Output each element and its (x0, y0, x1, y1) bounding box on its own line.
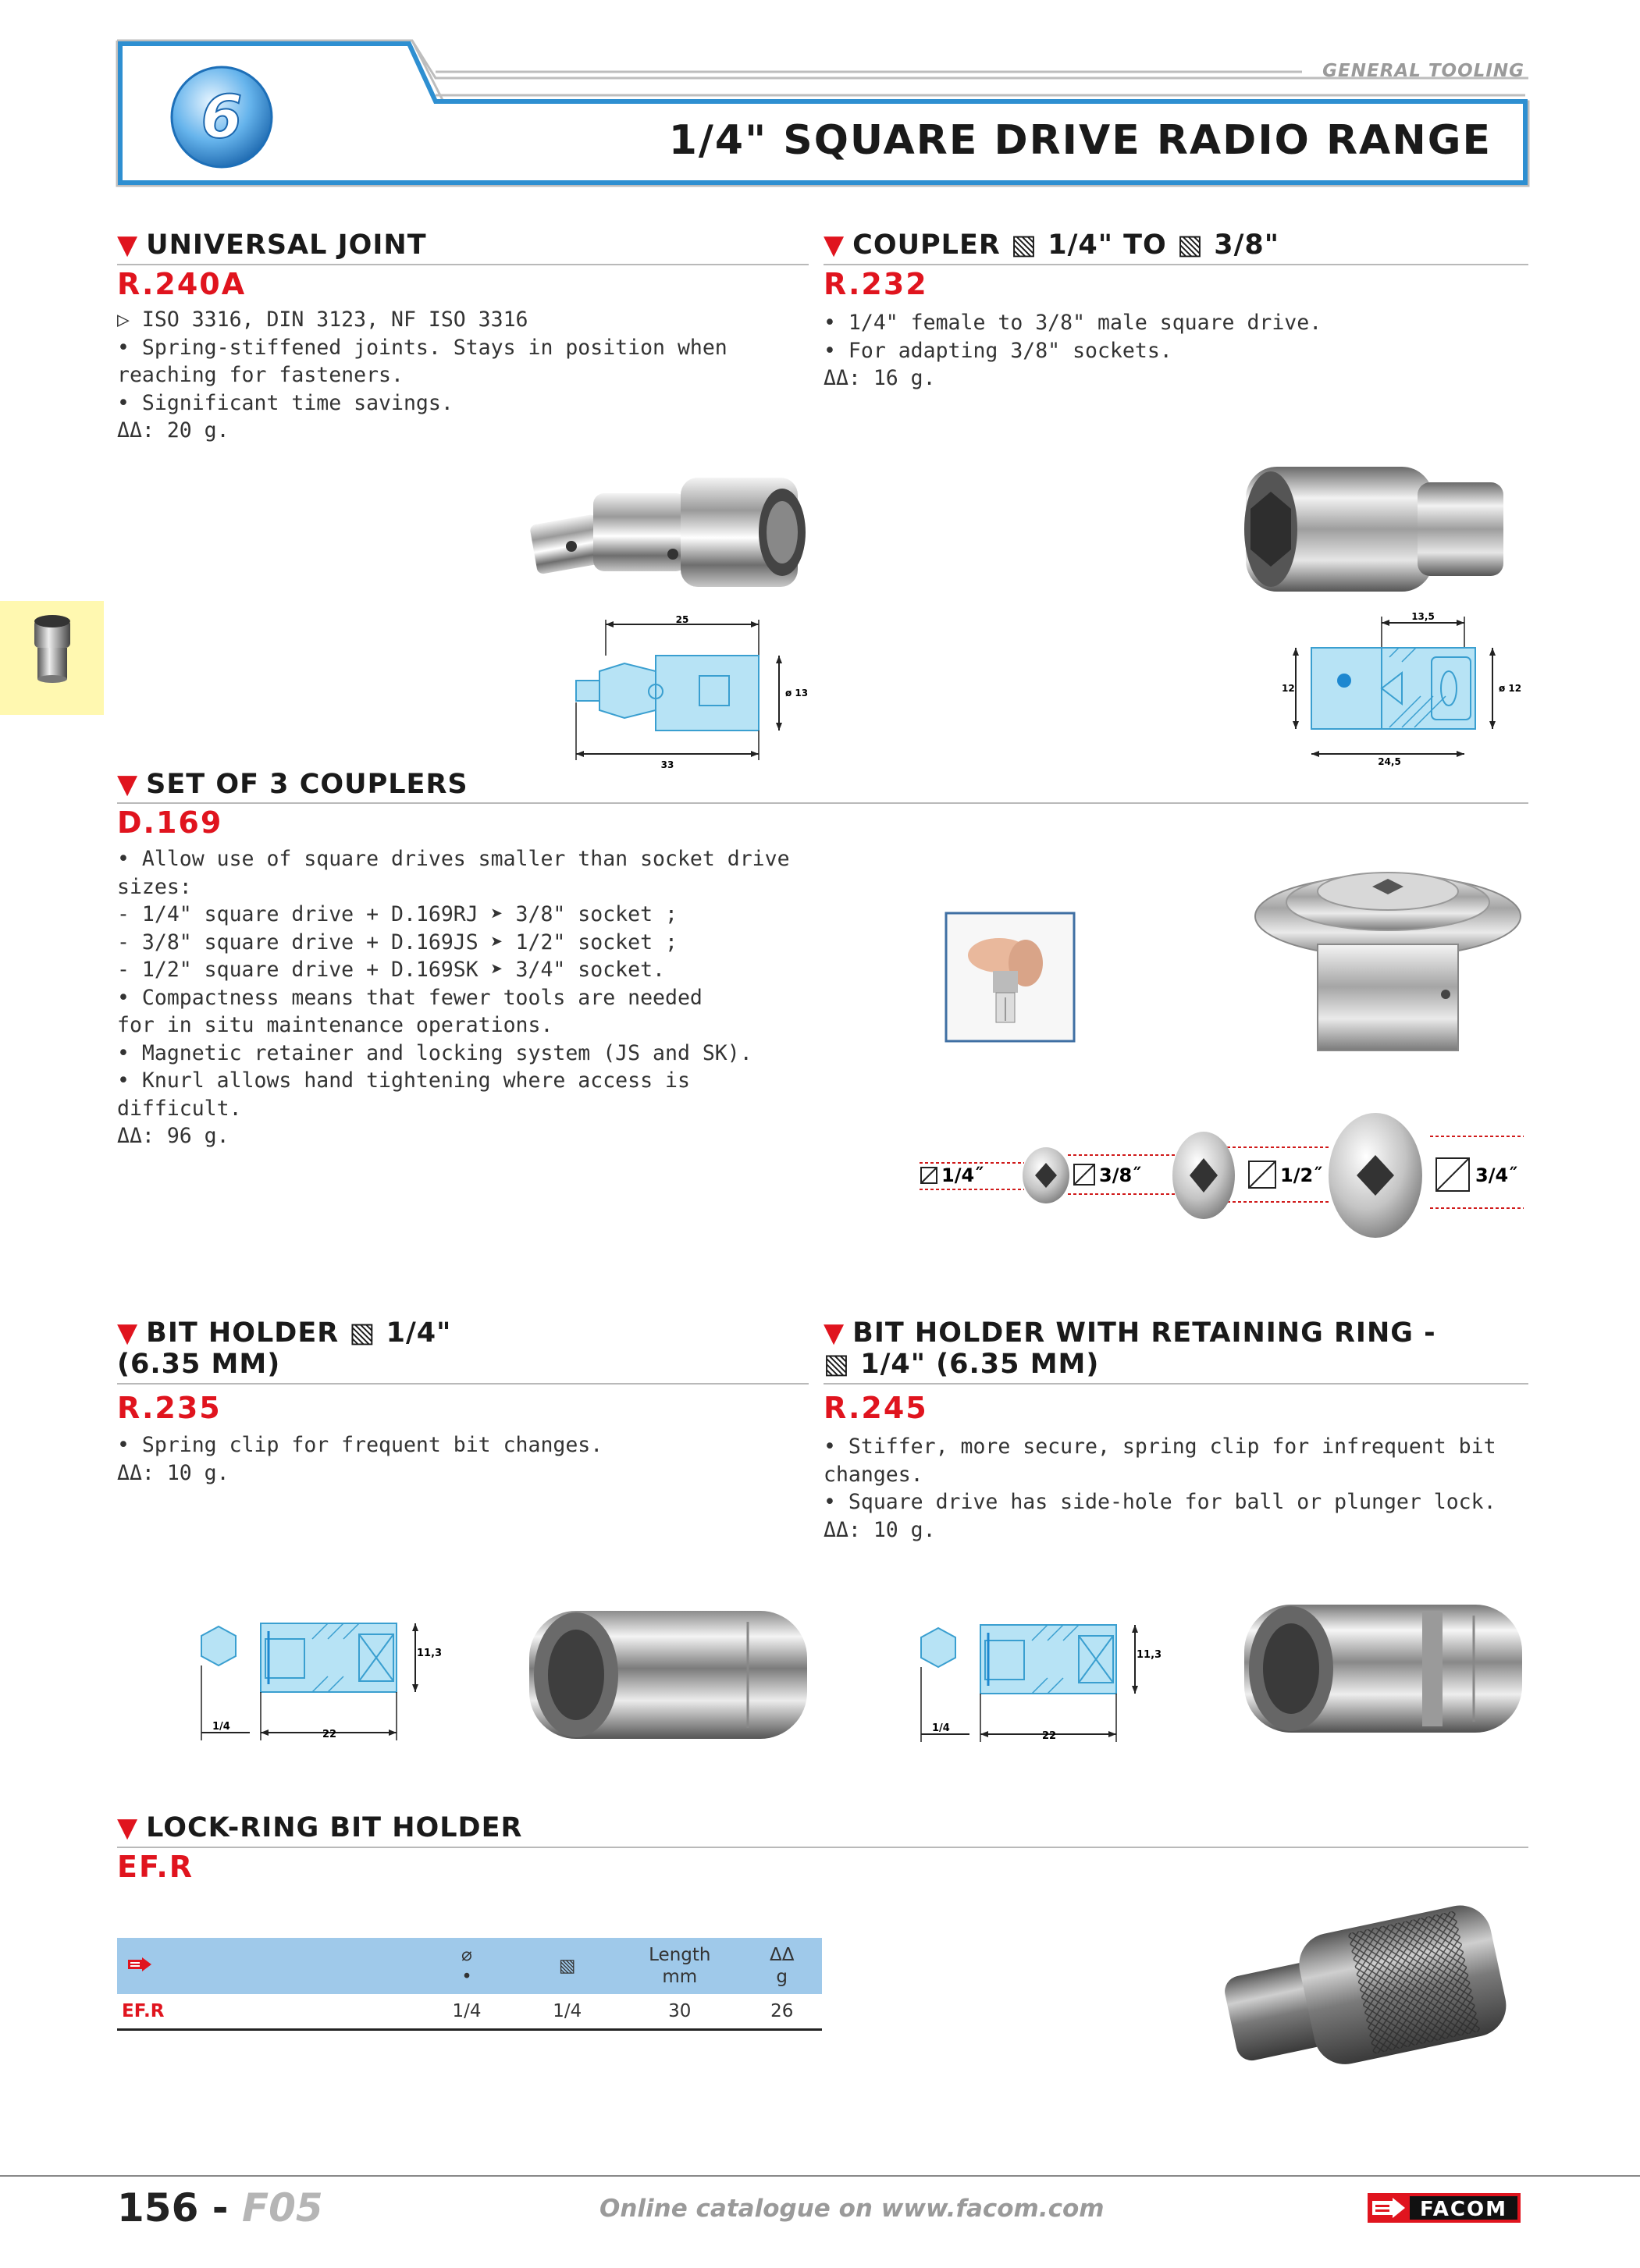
page-code: F05 (241, 2185, 323, 2231)
table-row[interactable] (117, 1994, 822, 2030)
svg-text:FACOM: FACOM (1420, 2198, 1507, 2221)
size-3-4 (1436, 1158, 1517, 1191)
size-1-2 (1249, 1161, 1322, 1188)
dim-left: 12 (1282, 683, 1295, 694)
row-square: 1/4 (517, 1994, 617, 2030)
chapter-number: 6 (201, 82, 243, 151)
dim-hex: 1/4 (212, 1721, 230, 1733)
row-length: 30 (617, 1994, 742, 2030)
hand-inset-image (945, 912, 1076, 1043)
section-marker-icon: ▼ (117, 769, 139, 800)
lock-ring-spec-table (117, 1938, 822, 2031)
universal-joint-description: ▷ ISO 3316, DIN 3123, NF ISO 3316 • Spring-stiffened joints. Stays in position when reaching for fasteners. • Significant time savings. ΔΔ: 20 g. (117, 307, 728, 443)
bit-holder-drawing (195, 1616, 445, 1748)
online-catalogue-link[interactable]: Online catalogue on www.facom.com (599, 2195, 1105, 2223)
header-frame (116, 39, 1528, 187)
section-marker-icon: ▼ (824, 1317, 845, 1349)
lock-ring-ref[interactable]: EF.R (117, 1850, 194, 1884)
svg-text:3/8˝: 3/8˝ (1099, 1164, 1142, 1186)
dim-bottom: 24,5 (1378, 756, 1401, 767)
divider (824, 264, 1528, 265)
table-header-row (117, 1938, 822, 1994)
section-marker-icon: ▼ (117, 229, 139, 261)
section-marker-icon: ▼ (117, 1812, 139, 1843)
coupler-title: ▼ COUPLER ▧ 1/4" TO ▧ 3/8" (824, 229, 1279, 261)
svg-text:3/4˝: 3/4˝ (1475, 1164, 1518, 1186)
set-of-couplers-title: ▼ SET OF 3 COUPLERS (117, 769, 468, 800)
lock-ring-image (1202, 1889, 1522, 2076)
universal-joint-image (525, 462, 813, 606)
dim-length: 22 (1041, 1730, 1057, 1742)
footer-divider (0, 2175, 1640, 2177)
svg-text:1/2˝: 1/2˝ (1280, 1164, 1323, 1186)
coupler-drawing (1265, 610, 1522, 766)
bit-holder-description: • Spring clip for frequent bit changes. ΔΔ: 10 g. (117, 1433, 603, 1485)
diameter-column-header: ⌀ • (417, 1938, 518, 1994)
bit-holder-image (521, 1606, 818, 1744)
page-number: 156 - F05 (117, 2185, 323, 2231)
bit-holder-ring-ref[interactable]: R.245 (824, 1391, 928, 1425)
ref-column-header (117, 1938, 417, 1994)
dim-height: 11,3 (1137, 1649, 1162, 1661)
universal-joint-drawing (570, 614, 809, 770)
bit-holder-title: ▼ BIT HOLDER ▧ 1/4" (6.35 MM) (117, 1317, 452, 1380)
dim-length: 22 (322, 1729, 337, 1740)
dim-top: 13,5 (1411, 611, 1435, 622)
bit-holder-ring-drawing (915, 1617, 1165, 1750)
couplers-sizes-drawing (915, 1108, 1528, 1241)
size-1-4 (921, 1164, 984, 1186)
length-column-header: Length mm (617, 1938, 742, 1994)
chapter-badge (167, 62, 276, 172)
facom-logo (1368, 2193, 1521, 2223)
size-3-8 (1074, 1164, 1141, 1186)
divider (824, 1383, 1528, 1385)
coupler-ref[interactable]: R.232 (824, 267, 928, 301)
bit-holder-ring-image (1240, 1600, 1525, 1737)
dim-right: ø 12 (1499, 683, 1522, 694)
page-title: 1/4" SQUARE DRIVE RADIO RANGE (668, 117, 1492, 164)
universal-joint-ref[interactable]: R.240A (117, 267, 247, 301)
divider (117, 264, 809, 265)
bit-holder-ring-description: • Stiffer, more secure, spring clip for infrequent bit changes. • Square drive has side-hole for ball or plunger lock. ΔΔ: 10 g. (824, 1434, 1496, 1542)
set-of-couplers-description: • Allow use of square drives smaller than socket drive sizes: - 1/4" square drive + D.169RJ ➤ 3/8" socket ; - 3/8" square drive + D.169JS ➤ 1/2" socket ; - 1/2" square drive + D.169SK ➤ 3/4" socket. • Compactness means that fewer tools are needed for in situ maintenance operations. • Magnetic retainer and locking system (JS and SK). • Knurl allows hand tightening where access is difficult. ΔΔ: 96 g. (117, 847, 790, 1148)
svg-text:1/4˝: 1/4˝ (941, 1164, 984, 1186)
section-label: GENERAL TOOLING (1322, 61, 1524, 81)
coupler-description: • 1/4" female to 3/8" male square drive. • For adapting 3/8" sockets. ΔΔ: 16 g. (824, 311, 1322, 390)
square-column-header: ▧ (517, 1938, 617, 1994)
coupler-image (1230, 459, 1524, 599)
row-diameter: 1/4 (417, 1994, 518, 2030)
section-marker-icon: ▼ (824, 229, 845, 261)
bit-holder-ref[interactable]: R.235 (117, 1391, 222, 1425)
row-ref[interactable]: EF.R (117, 1994, 417, 2030)
divider (117, 1383, 809, 1385)
lock-ring-title: ▼ LOCK-RING BIT HOLDER (117, 1812, 523, 1843)
divider (117, 802, 1528, 804)
dim-hex: 1/4 (932, 1722, 950, 1734)
set-of-couplers-ref[interactable]: D.169 (117, 805, 223, 840)
section-marker-icon: ▼ (117, 1317, 139, 1349)
dim-total: 33 (660, 759, 674, 770)
universal-joint-title: ▼ UNIVERSAL JOINT (117, 229, 427, 261)
bit-holder-ring-title: ▼ BIT HOLDER WITH RETAINING RING - ▧ 1/4" (6.35 MM) (824, 1317, 1436, 1380)
dim-diameter: ø 13 (785, 688, 809, 699)
divider (117, 1847, 1528, 1848)
dim-length: 25 (675, 614, 689, 625)
socket-icon (0, 601, 104, 715)
side-tab[interactable] (0, 601, 104, 715)
row-weight: 26 (742, 1994, 822, 2030)
dim-height: 11,3 (417, 1648, 443, 1659)
couplers-image (1255, 869, 1536, 1057)
facom-arrow-icon (128, 1957, 151, 1971)
weight-column-header: ΔΔ g (742, 1938, 822, 1994)
